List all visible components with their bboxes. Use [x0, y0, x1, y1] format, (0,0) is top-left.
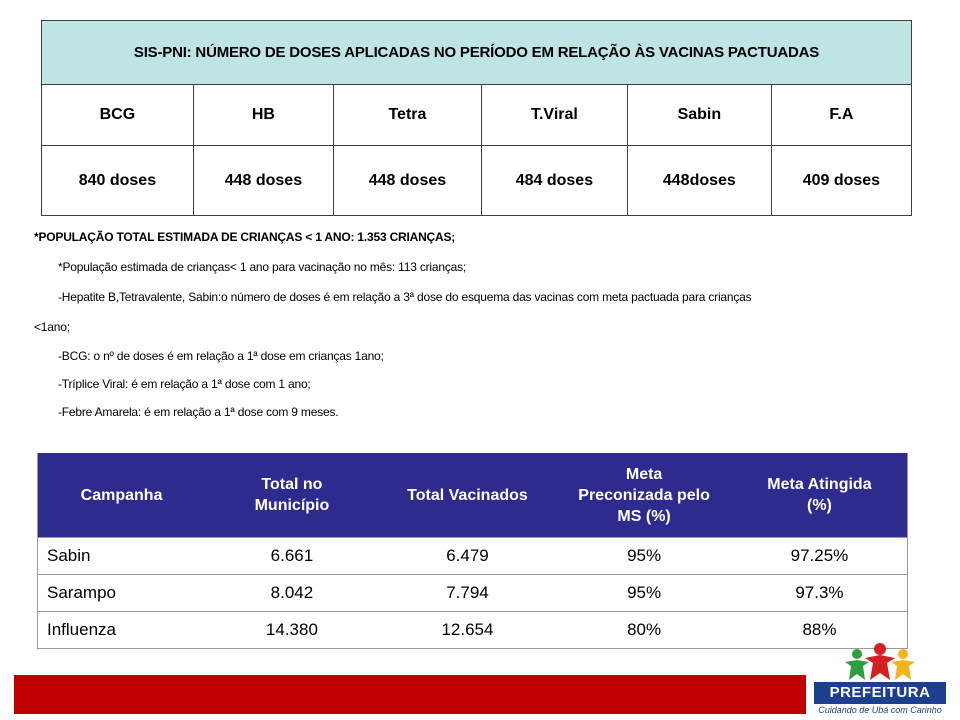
row-sabin-vacinados: 6.479 — [379, 538, 557, 575]
doses-tviral: 484 doses — [481, 146, 627, 216]
note-triplice: -Tríplice Viral: é em relação a 1ª dose com 1 ano; — [58, 377, 311, 391]
table-row — [38, 612, 908, 649]
header-sabin: Sabin — [627, 85, 771, 146]
row-sarampo-vacinados: 7.794 — [379, 575, 557, 612]
note-population-month: *População estimada de crianças< 1 ano para vacinação no mês: 113 crianças; — [58, 260, 467, 274]
doses-fa: 409 doses — [771, 146, 911, 216]
header-fa: F.A — [771, 85, 911, 146]
header-atingida-line2: (%) — [807, 497, 832, 514]
header-total-line1: Total no — [261, 476, 323, 493]
row-sabin-atingida: 97.25% — [732, 538, 908, 575]
children-figures-icon — [835, 642, 925, 682]
header-bcg: BCG — [42, 85, 194, 146]
note-bcg: -BCG: o nº de doses é em relação a 1ª dose em crianças 1ano; — [58, 349, 384, 363]
note-population-total: *POPULAÇÃO TOTAL ESTIMADA DE CRIANÇAS < 1 ANO: 1.353 CRIANÇAS; — [34, 230, 456, 244]
note-febre: -Febre Amarela: é em relação a 1ª dose com 9 meses. — [58, 405, 339, 419]
header-total — [205, 453, 379, 538]
header-atingida-line1: Meta Atingida — [767, 476, 872, 493]
row-sabin-campanha: Sabin — [38, 538, 206, 575]
vaccine-table-title: SIS-PNI: NÚMERO DE DOSES APLICADAS NO PERÍODO EM RELAÇÃO ÀS VACINAS PACTUADAS — [42, 21, 912, 85]
row-influenza-vacinados: 12.654 — [379, 612, 557, 649]
row-sarampo-campanha: Sarampo — [38, 575, 206, 612]
header-tetra: Tetra — [333, 85, 481, 146]
doses-bcg: 840 doses — [42, 146, 194, 216]
header-meta-line2: Preconizada pelo — [578, 486, 710, 504]
row-sabin-total: 6.661 — [205, 538, 379, 575]
header-meta — [556, 453, 732, 538]
header-campanha — [38, 453, 206, 538]
row-influenza-atingida: 88% — [732, 612, 908, 649]
footer-red-bar — [14, 675, 806, 714]
campaign-table — [37, 453, 908, 649]
vaccine-header-row — [42, 85, 912, 146]
row-sarampo-meta: 95% — [556, 575, 732, 612]
header-hb: HB — [193, 85, 333, 146]
header-campanha-label: Campanha — [80, 486, 163, 504]
row-sarampo-atingida: 97.3% — [732, 575, 908, 612]
header-tviral: T.Viral — [481, 85, 627, 146]
header-vacinados-label: Total Vacinados — [407, 486, 528, 504]
note-hepatite-cont: <1ano; — [34, 320, 70, 334]
row-sabin-meta: 95% — [556, 538, 732, 575]
header-vacinados — [379, 453, 557, 538]
logo-tagline: Cuidando de Ubá com Carinho — [818, 705, 942, 715]
row-sarampo-total: 8.042 — [205, 575, 379, 612]
table-row — [38, 538, 908, 575]
row-influenza-meta: 80% — [556, 612, 732, 649]
header-meta-line3: MS (%) — [617, 507, 671, 525]
campaign-header-row — [38, 453, 908, 538]
vaccine-doses-table — [41, 20, 912, 216]
doses-sabin: 448doses — [627, 146, 771, 216]
header-total-line2: Município — [254, 497, 330, 514]
vaccine-doses-row — [42, 146, 912, 216]
note-hepatite: -Hepatite B,Tetravalente, Sabin:o número de doses é em relação a 3ª dose do esquema das vacinas com meta pactuada para crianças — [58, 290, 752, 304]
doses-hb: 448 doses — [193, 146, 333, 216]
prefeitura-logo — [810, 642, 950, 718]
header-meta-line1: Meta — [625, 465, 663, 483]
logo-name: PREFEITURA — [814, 682, 946, 704]
doses-tetra: 448 doses — [333, 146, 481, 216]
row-influenza-campanha: Influenza — [38, 612, 206, 649]
table-row — [38, 575, 908, 612]
row-influenza-total: 14.380 — [205, 612, 379, 649]
header-atingida — [732, 453, 908, 538]
